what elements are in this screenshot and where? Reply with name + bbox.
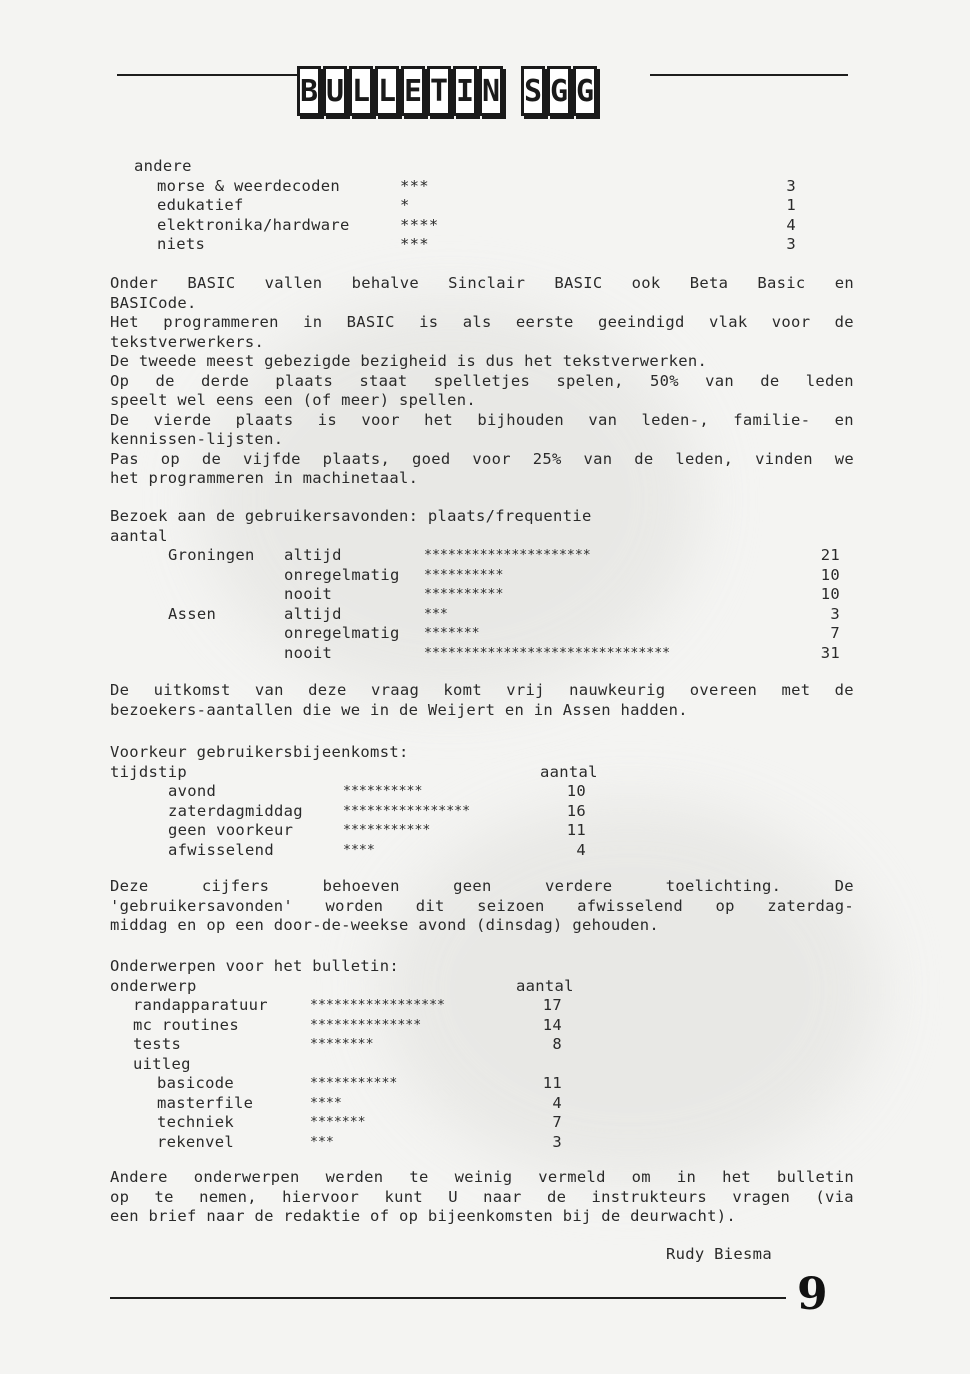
row-label: rekenvel: [157, 1132, 235, 1151]
row-count: 4: [552, 1093, 562, 1112]
text-line: [110, 897, 854, 917]
word: met: [781, 681, 811, 699]
paragraph-andere-onderwerpen: [110, 1168, 854, 1227]
row-count: 4: [576, 840, 586, 859]
row-label: afwisselend: [168, 840, 274, 859]
place-label: Assen: [168, 604, 217, 623]
word: vinden: [755, 449, 813, 468]
word: Sinclair: [448, 274, 526, 292]
row-label: zaterdagmiddag: [168, 801, 303, 820]
masthead-letter: G: [547, 66, 571, 116]
masthead-letter: I: [453, 66, 477, 116]
row-count: 31: [820, 643, 840, 662]
word: Onder: [110, 274, 159, 292]
word: tekstverwerkers.: [110, 332, 265, 351]
text-line: [110, 1168, 854, 1188]
word: De: [110, 410, 130, 429]
word: spelen,: [556, 371, 624, 390]
row-count: 3: [830, 604, 840, 623]
row-stars: ***: [310, 1134, 334, 1150]
word: derde: [200, 371, 250, 390]
section-title: Voorkeur gebruikersbijeenkomst:: [110, 743, 409, 761]
text-line: [110, 352, 854, 372]
word: vrij: [506, 681, 545, 699]
word: spelletjes: [433, 371, 531, 390]
masthead-letter: U: [323, 66, 347, 116]
paragraph-uitkomst: [110, 681, 854, 720]
word: vragen: [732, 1187, 791, 1206]
paragraph-cijfers: [110, 877, 854, 936]
word: naar: [483, 1187, 522, 1206]
row-stars: ***********: [310, 1076, 398, 1091]
text-line: [110, 430, 854, 450]
column-label: onderwerp: [110, 976, 197, 995]
word: van: [583, 449, 613, 468]
frequency-label: onregelmatig: [284, 624, 400, 642]
row-stars: ****: [343, 842, 375, 858]
word: op: [160, 449, 181, 468]
word: en: [834, 274, 854, 292]
row-stars: **********: [424, 587, 504, 602]
row-count: 1: [786, 196, 796, 214]
word: goed: [411, 449, 451, 468]
section-heading: andere: [134, 157, 192, 175]
word: afwisselend: [577, 896, 684, 915]
word: Pas: [110, 449, 139, 468]
row-label: tests: [133, 1035, 182, 1053]
row-count: 21: [820, 546, 840, 564]
word: werden: [325, 1168, 384, 1186]
word: zaterdag-: [767, 896, 854, 915]
word: voor: [771, 313, 811, 331]
word: De tweede meest gebezigde bezigheid is dus het tekstverwerken.: [110, 352, 708, 370]
text-line: [110, 916, 854, 936]
masthead-letter: T: [427, 66, 451, 116]
row-label: mc routines: [133, 1015, 239, 1034]
word: programmeren: [163, 313, 279, 331]
row-count: 4: [786, 215, 796, 234]
word: is: [317, 410, 338, 429]
word: het: [424, 410, 454, 429]
row-label: basicode: [157, 1074, 235, 1092]
word: op: [110, 1187, 130, 1206]
frequency-label: altijd: [284, 604, 342, 623]
row-count: 10: [820, 565, 840, 584]
text-line: [110, 877, 854, 897]
word: de: [155, 371, 175, 390]
word: speelt wel eens een (of meer) spellen.: [110, 391, 477, 409]
word: bulletin: [776, 1168, 854, 1186]
word: seizoen: [477, 896, 545, 915]
frequency-label: altijd: [284, 546, 342, 564]
word: instrukteurs: [591, 1187, 708, 1206]
word: uitkomst: [153, 681, 231, 699]
word: van: [254, 681, 284, 699]
masthead-logo: [297, 60, 597, 122]
place-label: Groningen: [168, 546, 255, 564]
row-stars: **********: [424, 567, 504, 583]
word: en: [834, 410, 854, 429]
row-count: 10: [820, 585, 840, 603]
row-count: 17: [542, 996, 562, 1014]
masthead-letter: L: [375, 66, 399, 116]
word: (via: [815, 1187, 854, 1206]
row-stars: ***********: [343, 823, 431, 838]
word: staat: [359, 371, 408, 390]
row-stars: **************: [310, 1017, 422, 1033]
word: hiervoor: [282, 1187, 360, 1206]
word: vraag: [370, 681, 420, 699]
row-label: elektronika/hardware: [157, 215, 350, 234]
word: leden: [805, 371, 854, 390]
row-count: 16: [566, 801, 586, 820]
word: middag en op een door-de-weekse avond (dinsdag) gehouden.: [110, 916, 660, 934]
row-stars: *****************: [310, 998, 445, 1013]
row-stars: ********: [310, 1037, 374, 1052]
word: cijfers: [201, 877, 270, 895]
word: vierde: [153, 410, 212, 429]
row-label: geen voorkeur: [168, 821, 294, 839]
text-line: [110, 1188, 854, 1208]
row-count: 14: [542, 1015, 562, 1034]
row-label: masterfile: [157, 1093, 254, 1112]
row-count: 3: [786, 176, 796, 195]
text-line: [110, 274, 854, 294]
row-count: 3: [786, 235, 796, 253]
text-line: [110, 411, 854, 431]
word: te: [409, 1168, 429, 1186]
row-stars: *********************: [424, 548, 591, 563]
frequency-label: nooit: [284, 585, 333, 603]
section-title: Onderwerpen voor het bulletin:: [110, 957, 399, 975]
word: voor: [361, 410, 400, 429]
word: geen: [453, 877, 492, 895]
row-stars: ****: [310, 1095, 342, 1111]
word: overeen: [689, 681, 758, 699]
word: de: [546, 1187, 567, 1206]
row-stars: ***: [400, 235, 429, 253]
word: 'gebruikersavonden': [110, 896, 294, 915]
row-label: uitleg: [133, 1054, 191, 1073]
word: familie-: [733, 410, 811, 429]
text-line: [110, 372, 854, 392]
text-line: [110, 450, 854, 470]
word: in: [303, 313, 323, 331]
word: vermeld: [538, 1168, 606, 1186]
masthead-letter: S: [521, 66, 545, 116]
word: nemen,: [199, 1187, 257, 1206]
row-count: 8: [552, 1035, 562, 1053]
word: behoeven: [322, 877, 400, 895]
row-stars: *******: [310, 1115, 366, 1130]
row-label: edukatief: [157, 196, 244, 214]
word: geeindigd: [597, 313, 685, 331]
word: Andere: [110, 1168, 168, 1186]
row-label: techniek: [157, 1113, 235, 1131]
row-stars: *******: [424, 626, 480, 641]
word: De: [834, 877, 854, 895]
row-stars: **********: [343, 784, 423, 799]
row-count: 7: [552, 1113, 562, 1131]
word: bezoekers-aantallen die we in de Weijert en in Assen hadden.: [110, 700, 688, 719]
background-texture: [380, 800, 880, 1180]
row-label: niets: [157, 235, 206, 253]
word: 50%: [649, 371, 679, 390]
text-line: [110, 701, 854, 721]
word: dit: [415, 896, 445, 915]
word: de: [760, 371, 780, 390]
row-label: randapparatuur: [133, 996, 268, 1014]
row-stars: ***: [400, 176, 429, 195]
word: BASICode.: [110, 293, 197, 312]
word: plaats: [275, 371, 334, 390]
masthead-letter: G: [573, 66, 597, 116]
masthead-letter: B: [297, 66, 321, 116]
word: te: [154, 1187, 174, 1206]
row-count: 3: [552, 1132, 562, 1151]
row-count: 7: [830, 624, 840, 642]
text-line: [110, 313, 854, 333]
row-count: 10: [566, 782, 586, 800]
word: voor: [472, 449, 511, 468]
word: deze: [308, 681, 347, 699]
word: weinig: [454, 1168, 513, 1186]
column-label: aantal: [516, 976, 574, 995]
word: de: [634, 449, 654, 468]
word: Deze: [110, 877, 149, 895]
word: vlak: [708, 313, 748, 331]
word: plaats,: [322, 449, 391, 468]
row-stars: ***: [424, 606, 448, 622]
word: van: [588, 410, 618, 429]
row-count: 11: [542, 1074, 562, 1092]
word: leden-,: [641, 410, 709, 429]
word: leden,: [675, 449, 734, 468]
word: is: [419, 313, 439, 331]
header-rule-left: [117, 74, 297, 76]
word: behalve: [351, 274, 419, 292]
row-stars: ****************: [343, 803, 471, 819]
word: onderwerpen: [193, 1168, 300, 1186]
word: het programmeren in machinetaal.: [110, 469, 419, 487]
word: kunt: [384, 1187, 423, 1206]
word: U: [448, 1187, 458, 1206]
paragraph-basic: [110, 274, 854, 489]
word: de: [201, 449, 222, 468]
word: een brief naar de redaktie of op bijeenkomsten bij de deurwacht).: [110, 1207, 737, 1225]
row-stars: ****: [400, 215, 439, 234]
word: eerste: [515, 313, 574, 331]
word: Op: [110, 371, 130, 390]
row-stars: *******************************: [424, 645, 671, 661]
word: 25%: [532, 449, 562, 468]
row-count: 11: [566, 821, 586, 839]
text-line: [110, 469, 854, 489]
text-line: [110, 294, 854, 314]
row-stars: *: [400, 196, 410, 214]
word: van: [705, 371, 734, 390]
row-label: avond: [168, 782, 217, 800]
word: de: [834, 313, 854, 331]
masthead-letter: L: [349, 66, 373, 116]
word: De: [110, 681, 130, 699]
word: BASIC: [346, 313, 395, 331]
section-title: Bezoek aan de gebruikersavonden: plaats/frequentie: [110, 507, 592, 525]
word: Beta: [689, 274, 729, 292]
word: in: [676, 1168, 697, 1186]
page-number: 9: [797, 1269, 828, 1320]
word: vallen: [264, 274, 323, 292]
word: verdere: [544, 877, 613, 895]
text-line: [110, 1207, 854, 1227]
masthead-letter: E: [401, 66, 425, 116]
word: plaats: [235, 410, 294, 429]
signature: Rudy Biesma: [666, 1245, 772, 1263]
word: worden: [325, 896, 384, 915]
word: kennissen-lijsten.: [110, 430, 284, 448]
word: komt: [443, 681, 482, 699]
word: toelichting.: [665, 877, 782, 895]
word: het: [722, 1168, 751, 1186]
word: Basic: [757, 274, 806, 292]
word: als: [462, 313, 492, 331]
text-line: [110, 681, 854, 701]
word: vijfde: [243, 449, 301, 468]
word: Het: [110, 313, 139, 331]
word: de: [834, 681, 854, 699]
word: op: [715, 896, 735, 915]
footer-rule: [110, 1297, 786, 1299]
text-line: [110, 333, 854, 353]
word: ook: [631, 274, 661, 292]
word: BASIC: [187, 274, 236, 292]
word: nauwkeurig: [569, 681, 666, 699]
header-rule-right: [650, 74, 848, 76]
column-label: aantal: [110, 526, 168, 545]
column-label: aantal: [540, 762, 598, 781]
frequency-label: nooit: [284, 643, 333, 662]
masthead-letter: N: [479, 66, 503, 116]
word: om: [631, 1168, 651, 1186]
word: BASIC: [554, 274, 603, 292]
text-line: [110, 391, 854, 411]
column-label: tijdstip: [110, 762, 188, 781]
row-label: morse & weerdecoden: [157, 176, 341, 195]
word: bijhouden: [477, 410, 565, 429]
word: we: [834, 449, 854, 468]
frequency-label: onregelmatig: [284, 565, 400, 584]
